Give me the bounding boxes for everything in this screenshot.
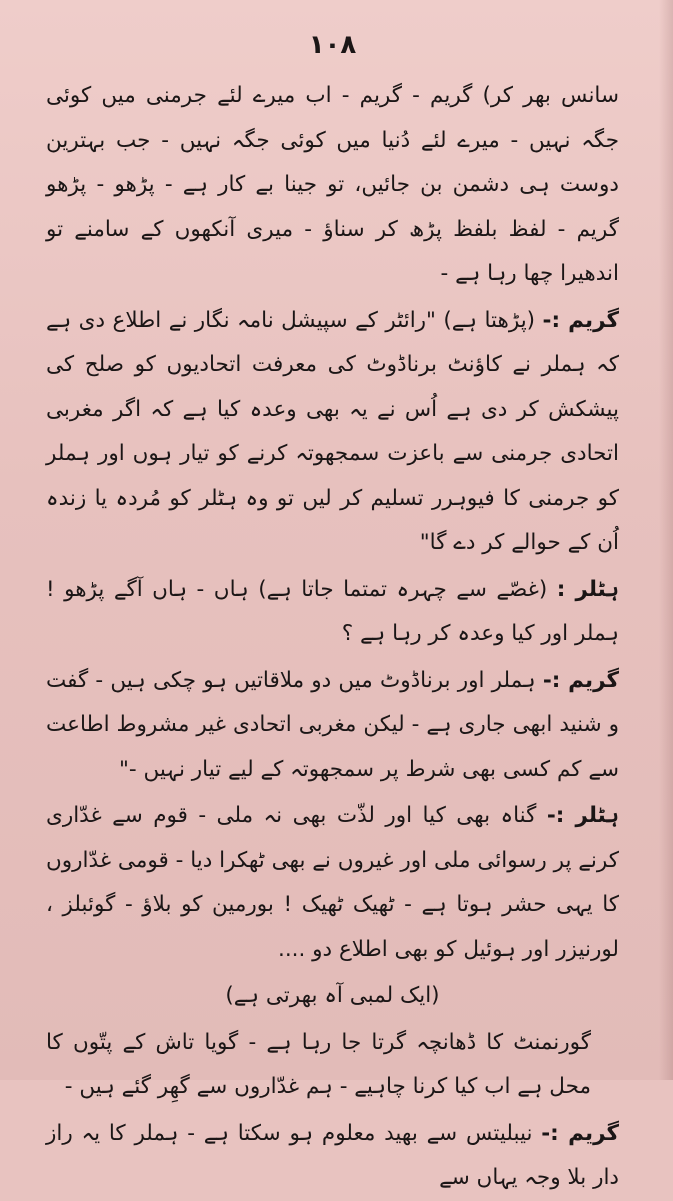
speaker-label: ہٹلر :- xyxy=(546,803,620,828)
paragraph-dialogue xyxy=(46,1112,619,1201)
stage-direction xyxy=(46,974,619,1019)
page-text xyxy=(46,74,619,1201)
paragraph-dialogue xyxy=(46,299,619,566)
paragraph-narration xyxy=(46,74,619,297)
page-edge-shadow xyxy=(659,0,673,1080)
paragraph-dialogue xyxy=(46,659,619,793)
speaker-label: گریم :- xyxy=(542,307,619,333)
speaker-label: گریم :- xyxy=(541,1120,619,1146)
paragraph-text: (پڑھتا ہے) "رائٹر کے سپیشل نامہ نگار نے اطلاع دی ہے کہ ہملر نے کاؤنٹ برناڈوٹ کی معرفت اتحادیوں کو صلح کی پیشکش کر دی ہے اُس نے یہ بھی وعدہ کیا ہے کہ اگر مغربی اتحادی جرمنی سے باعزت سمجھوتہ کرنے کو تیار ہوں اور ہملر کو جرمنی کا فیوہرر تسلیم کر لیں تو وہ ہٹلر کو مُردہ یا زندہ اُن کے حوالے کر دے گا" xyxy=(46,307,619,555)
speaker-label: گریم :- xyxy=(542,667,619,693)
paragraph-dialogue xyxy=(46,794,619,972)
page-number: ۱۰۸ xyxy=(308,30,357,60)
paragraph-text: نیبلیتس سے بھید معلوم ہو سکتا ہے - ہملر کا یہ راز دار بلا وجہ یہاں سے xyxy=(46,1120,619,1190)
paragraph-text: (ایک لمبی آہ بھرتی ہے) xyxy=(225,983,440,1008)
paragraph-text: گناہ بھی کیا اور لذّت بھی نہ ملی - قوم سے غدّاری کرنے پر رسوائی ملی اور غیروں نے بھی ٹھکرا دیا - قومی غدّاروں کا یہی حشر ہوتا ہے - ٹھیک ٹھیک ! بورمین کو بلاؤ - گوئبلز ، لورنیزر اور ہوئیل کو بھی اطلاع دو .... xyxy=(46,803,619,962)
paragraph-text: ہملر اور برناڈوٹ میں دو ملاقاتیں ہو چکی ہیں - گفت و شنید ابھی جاری ہے - لیکن مغربی اتحادی غیر مشروط اطاعت سے کم کسی بھی شرط پر سمجھوتہ کے لیے تیار نہیں -" xyxy=(46,667,619,782)
paragraph-dialogue xyxy=(46,568,619,657)
paragraph-text: سانس بھر کر) گریم - گریم - اب میرے لئے جرمنی میں کوئی جگہ نہیں - میرے لئے دُنیا میں کوئی جگہ نہیں - جب بہترین دوست ہی دشمن بن جائیں، تو جینا بے کار ہے - پڑھو - پڑھو گریم - لفظ بلفظ پڑھ کر سناؤ - میری آنکھوں کے سامنے تو اندھیرا چھا رہا ہے - xyxy=(46,83,619,286)
paragraph-text: (غصّے سے چہرہ تمتما جاتا ہے) ہاں - ہاں آگے پڑھو ! ہملر اور کیا وعدہ کر رہا ہے ؟ xyxy=(46,576,619,646)
paragraph-narration xyxy=(46,1021,619,1110)
speaker-label: ہٹلر : xyxy=(556,576,619,602)
paragraph-text: گورنمنٹ کا ڈھانچہ گرتا جا رہا ہے - گویا تاش کے پتّوں کا محل ہے اب کیا کرنا چاہیے - ہم غدّاروں سے گھِر گئے ہیں - xyxy=(46,1029,591,1099)
